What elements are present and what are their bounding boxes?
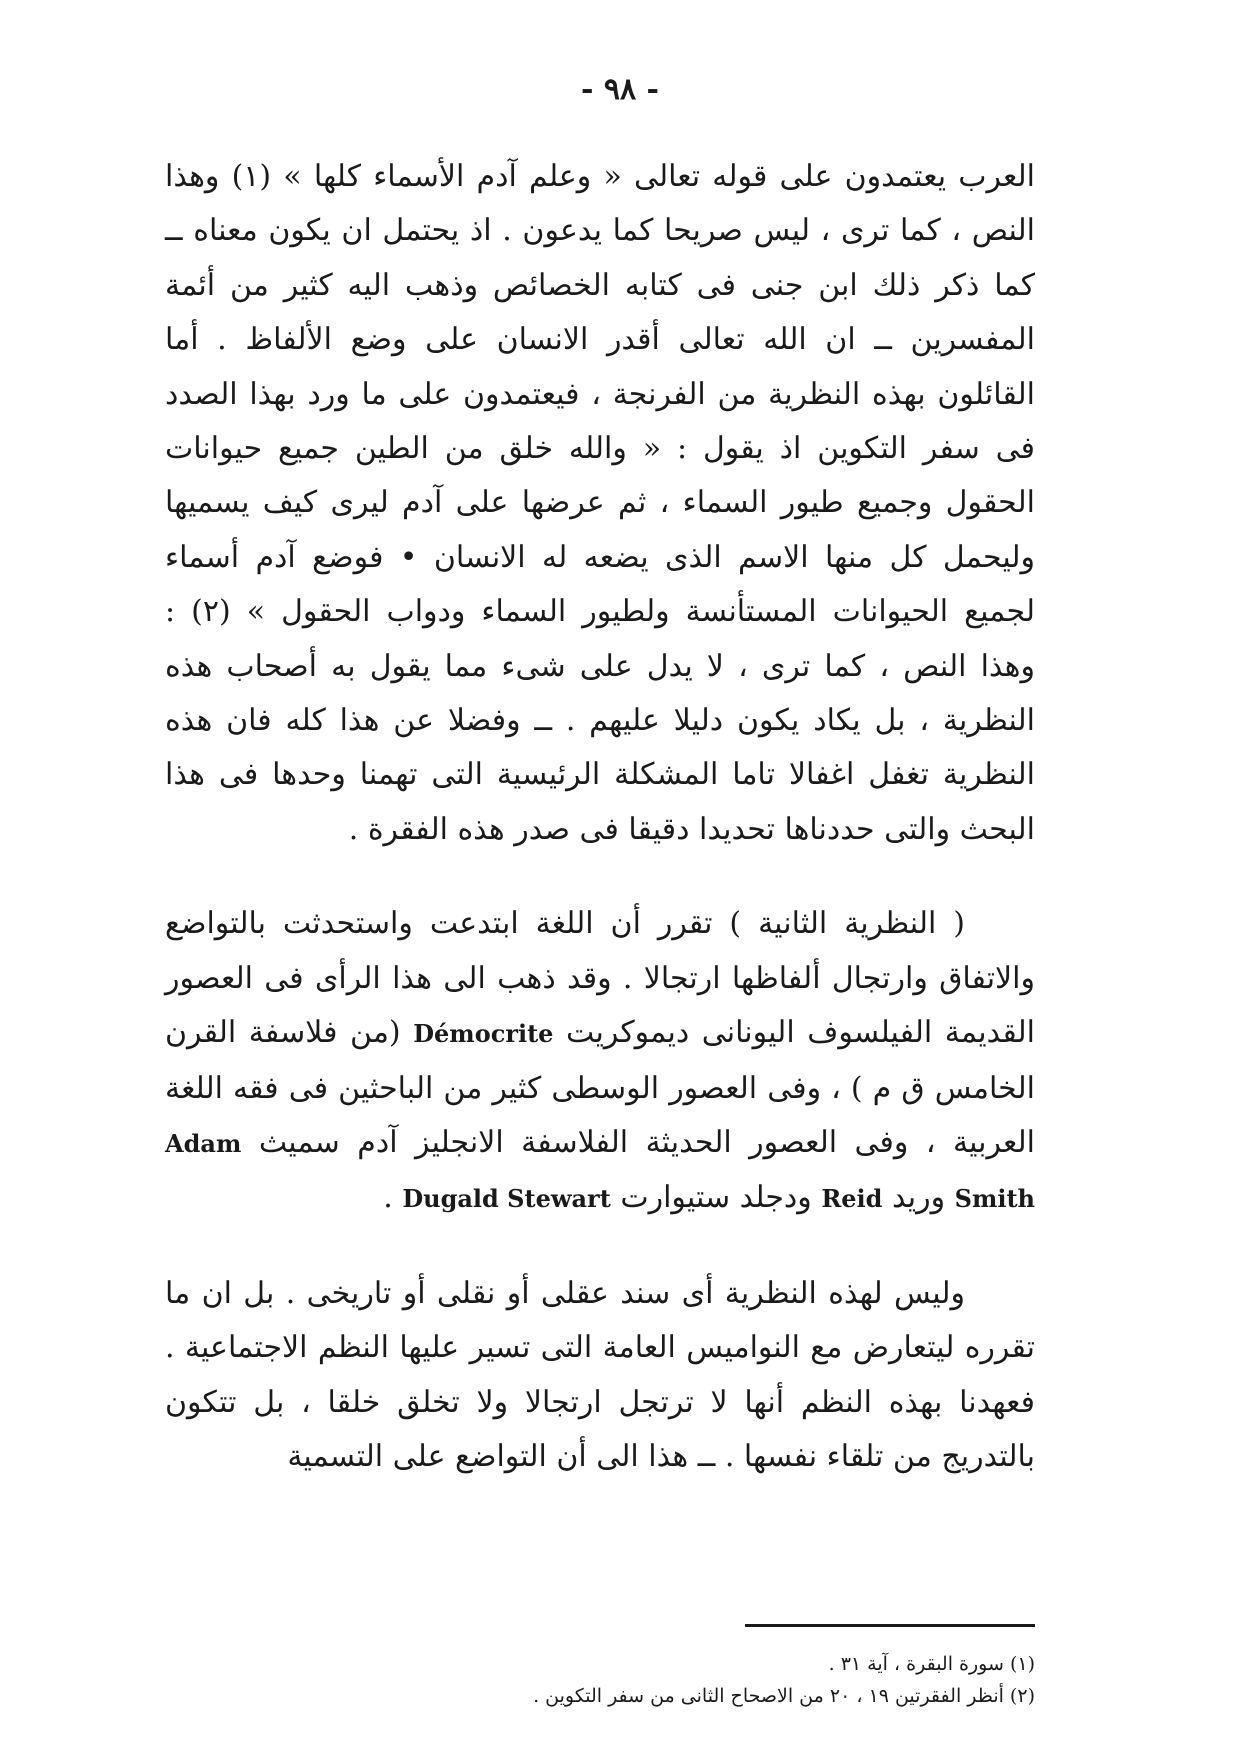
paragraph-text: (من فلاسفة القرن الخامس ق م ) ، وفى العصور الوسطى كثير من الباحثين فى فقه اللغة العربية ، وفى العصور الحديثة الفلاسفة الانجليز آدم سميث (165, 1015, 1035, 1160)
latin-name-adam-smith: Adam Smith (165, 1128, 1035, 1214)
footnote-separator (745, 1624, 1035, 1627)
paragraph-first-theory-continued: العرب يعتمدون على قوله تعالى « وعلم آدم الأسماء كلها » (١) وهذا النص ، كما ترى ، ليس صريحا كما يدعون . اذ يحتمل ان يكون معناه ــ كما ذكر ذلك ابن جنى فى كتابه الخصائص وذهب اليه كثير من أئمة المفسرين ــ ان الله تعالى أقدر الانسان على وضع الألفاظ . أما القائلون بهذه النظرية من الفرنجة ، فيعتمدون على ما ورد بهذا الصدد فى سفر التكوين اذ يقول : « والله خلق من الطين جميع حيوانات الحقول وجميع طيور السماء ، ثم عرضها على آدم ليرى كيف يسميها وليحمل كل منها الاسم الذى يضعه له الانسان • فوضع آدم أسماء لجميع الحيوانات المستأنسة ولطيور السماء ودواب الحقول » (٢) : وهذا النص ، كما ترى ، لا يدل على شىء مما يقول به أصحاب هذه النظرية ، بل يكاد يكون دليلا عليهم . ــ وفضلا عن هذا كله فان هذه النظرية تغفل اغفالا تاما المشكلة الرئيسية التى تهمنا وحدها فى هذا البحث والتى حددناها تحديدا دقيقا فى صدر هذه الفقرة . (165, 159, 1035, 847)
footnotes (165, 1648, 1035, 1712)
body-text (165, 150, 1035, 1484)
paragraph-text: ودجلد ستيوارت (620, 1180, 812, 1216)
paragraph-critique: وليس لهذه النظرية أى سند عقلى أو نقلى أو تاريخى . بل ان ما تقرره ليتعارض مع النواميس العامة التى تسير عليها النظم الاجتماعية . فعهدنا بهذه النظم أنها لا ترتجل ارتجالا ولا تخلق خلقا ، بل تتكون بالتدريج من تلقاء نفسها . ــ هذا الى أن التواضع على التسمية (165, 1275, 1035, 1474)
page-number: - ٩٨ - (580, 72, 660, 107)
footnote-1: (١) سورة البقرة ، آية ٣١ . (828, 1653, 1035, 1675)
paragraph-text: . (383, 1180, 393, 1216)
paragraph-text: وريد (891, 1180, 946, 1216)
paragraph-second-theory (165, 897, 1035, 1226)
latin-name-reid: Reid (821, 1184, 883, 1214)
latin-name-democrite: Démocrite (413, 1019, 554, 1049)
footnote-2: (٢) أنظر الفقرتين ١٩ ، ٢٠ من الاصحاح الثانى من سفر التكوين . (533, 1685, 1035, 1707)
latin-name-dugald-stewart: Dugald Stewart (402, 1184, 611, 1214)
paragraph-text: ( النظرية الثانية ) تقرر أن اللغة ابتدعت واستحدثت بالتواضع والاتفاق وارتجال ألفاظها ارتجالا . وقد ذهب الى هذا الرأى فى العصور القديمة الفيلسوف اليونانى ديموكريت (165, 906, 1035, 1051)
